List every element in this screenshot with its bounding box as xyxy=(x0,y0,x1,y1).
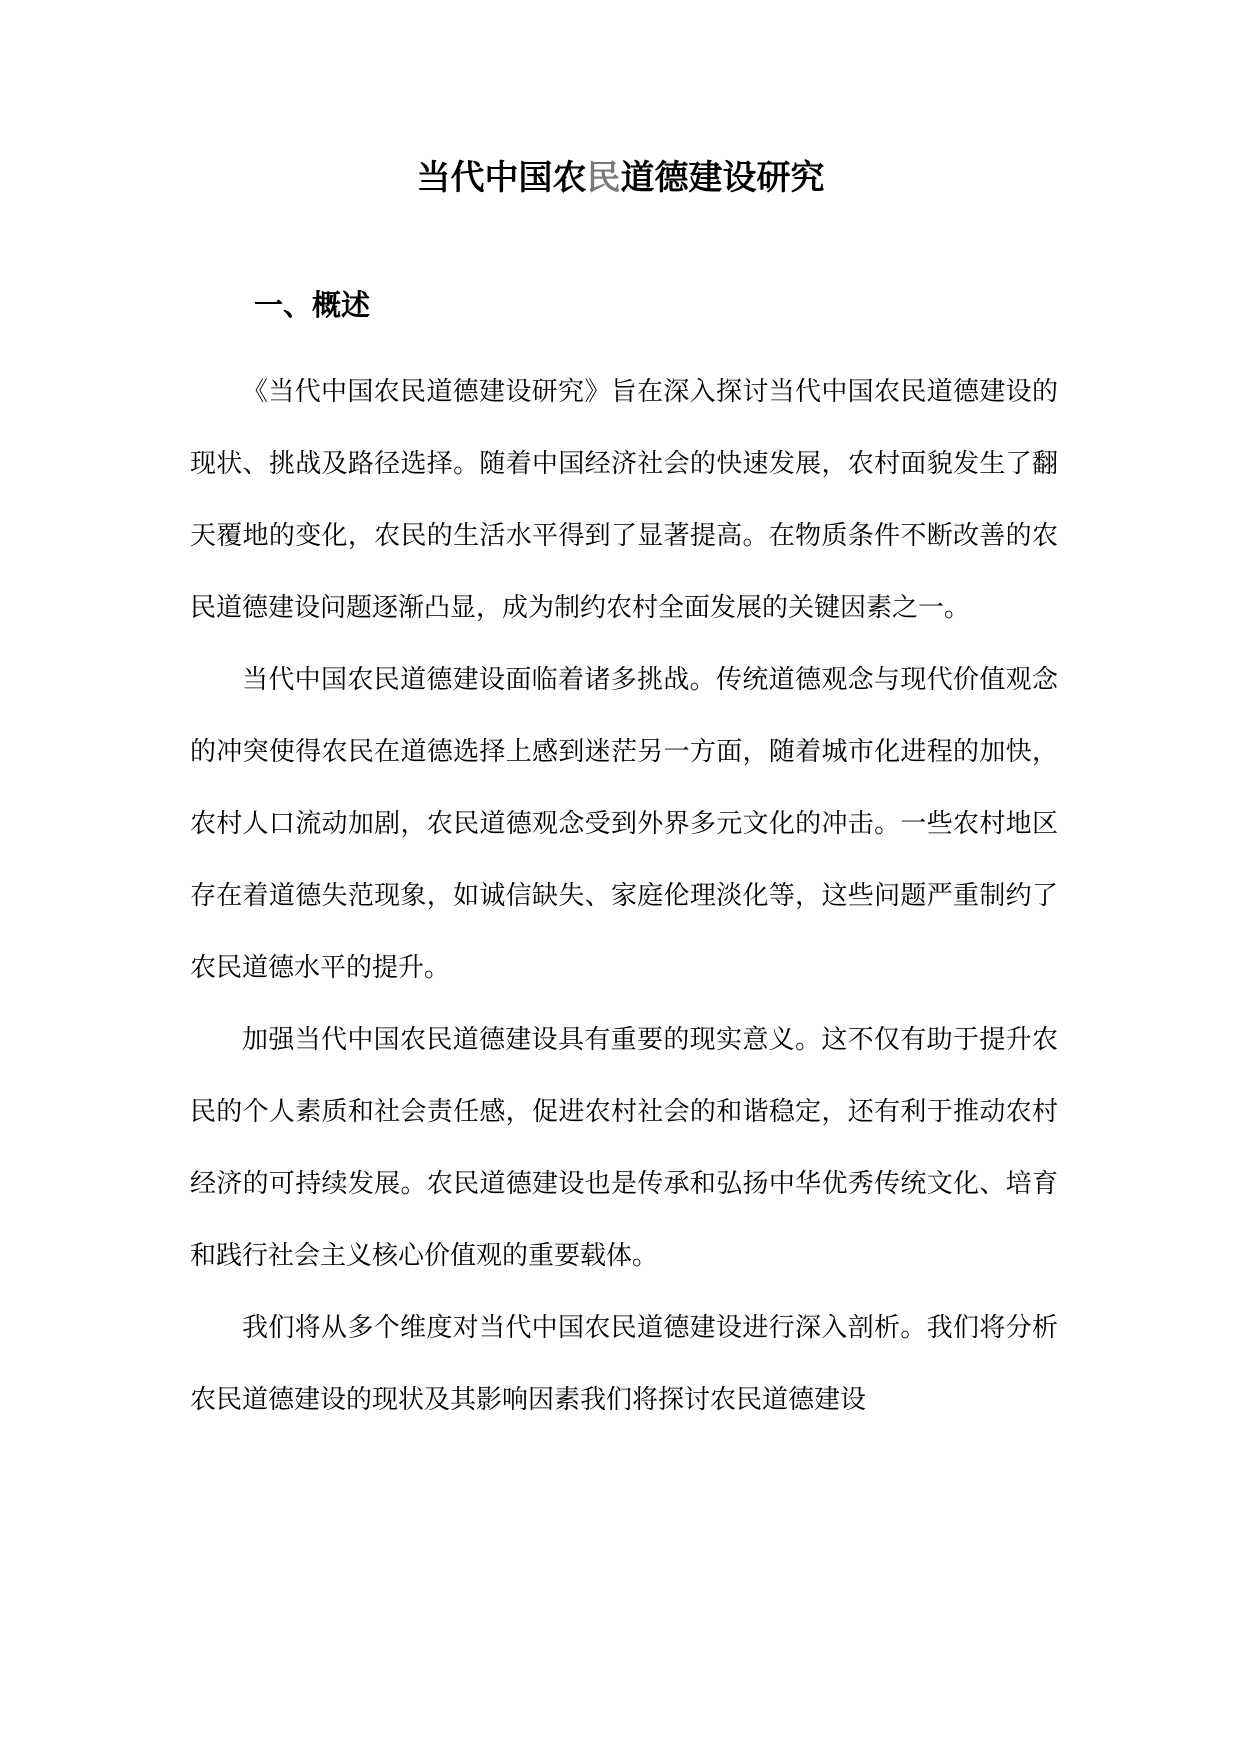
paragraph: 当代中国农民道德建设面临着诸多挑战。传统道德观念与现代价值观念的冲突使得农民在道德选择上感到迷茫另一方面，随着城市化进程的加快，农村人口流动加剧，农民道德观念受到外界多元文化的冲击。一些农村地区存在着道德失范现象，如诚信缺失、家庭伦理淡化等，这些问题严重制约了农民道德水平的提升。 xyxy=(190,665,1058,983)
paragraph: 《当代中国农民道德建设研究》旨在深入探讨当代中国农民道德建设的现状、挑战及路径选择。随着中国经济社会的快速发展，农村面貌发生了翻天覆地的变化，农民的生活水平得到了显著提高。在物质条件不断改善的农民道德建设问题逐渐凸显，成为制约农村全面发展的关键因素之一。 xyxy=(190,377,1058,623)
section-heading: 一、概述 xyxy=(254,288,371,322)
body-text xyxy=(190,356,1058,1436)
paragraph: 加强当代中国农民道德建设具有重要的现实意义。这不仅有助于提升农民的个人素质和社会责任感，促进农村社会的和谐稳定，还有利于推动农村经济的可持续发展。农民道德建设也是传承和弘扬中华优秀传统文化、培育和践行社会主义核心价值观的重要载体。 xyxy=(190,1025,1058,1271)
title-part-1: 当代中国农 xyxy=(416,158,587,198)
paragraph: 我们将从多个维度对当代中国农民道德建设进行深入剖析。我们将分析农民道德建设的现状及其影响因素我们将探讨农民道德建设 xyxy=(190,1313,1058,1415)
title-highlighted-char: 民 xyxy=(586,158,621,198)
document-title xyxy=(0,148,1241,208)
title-part-2: 道德建设研究 xyxy=(620,158,825,198)
